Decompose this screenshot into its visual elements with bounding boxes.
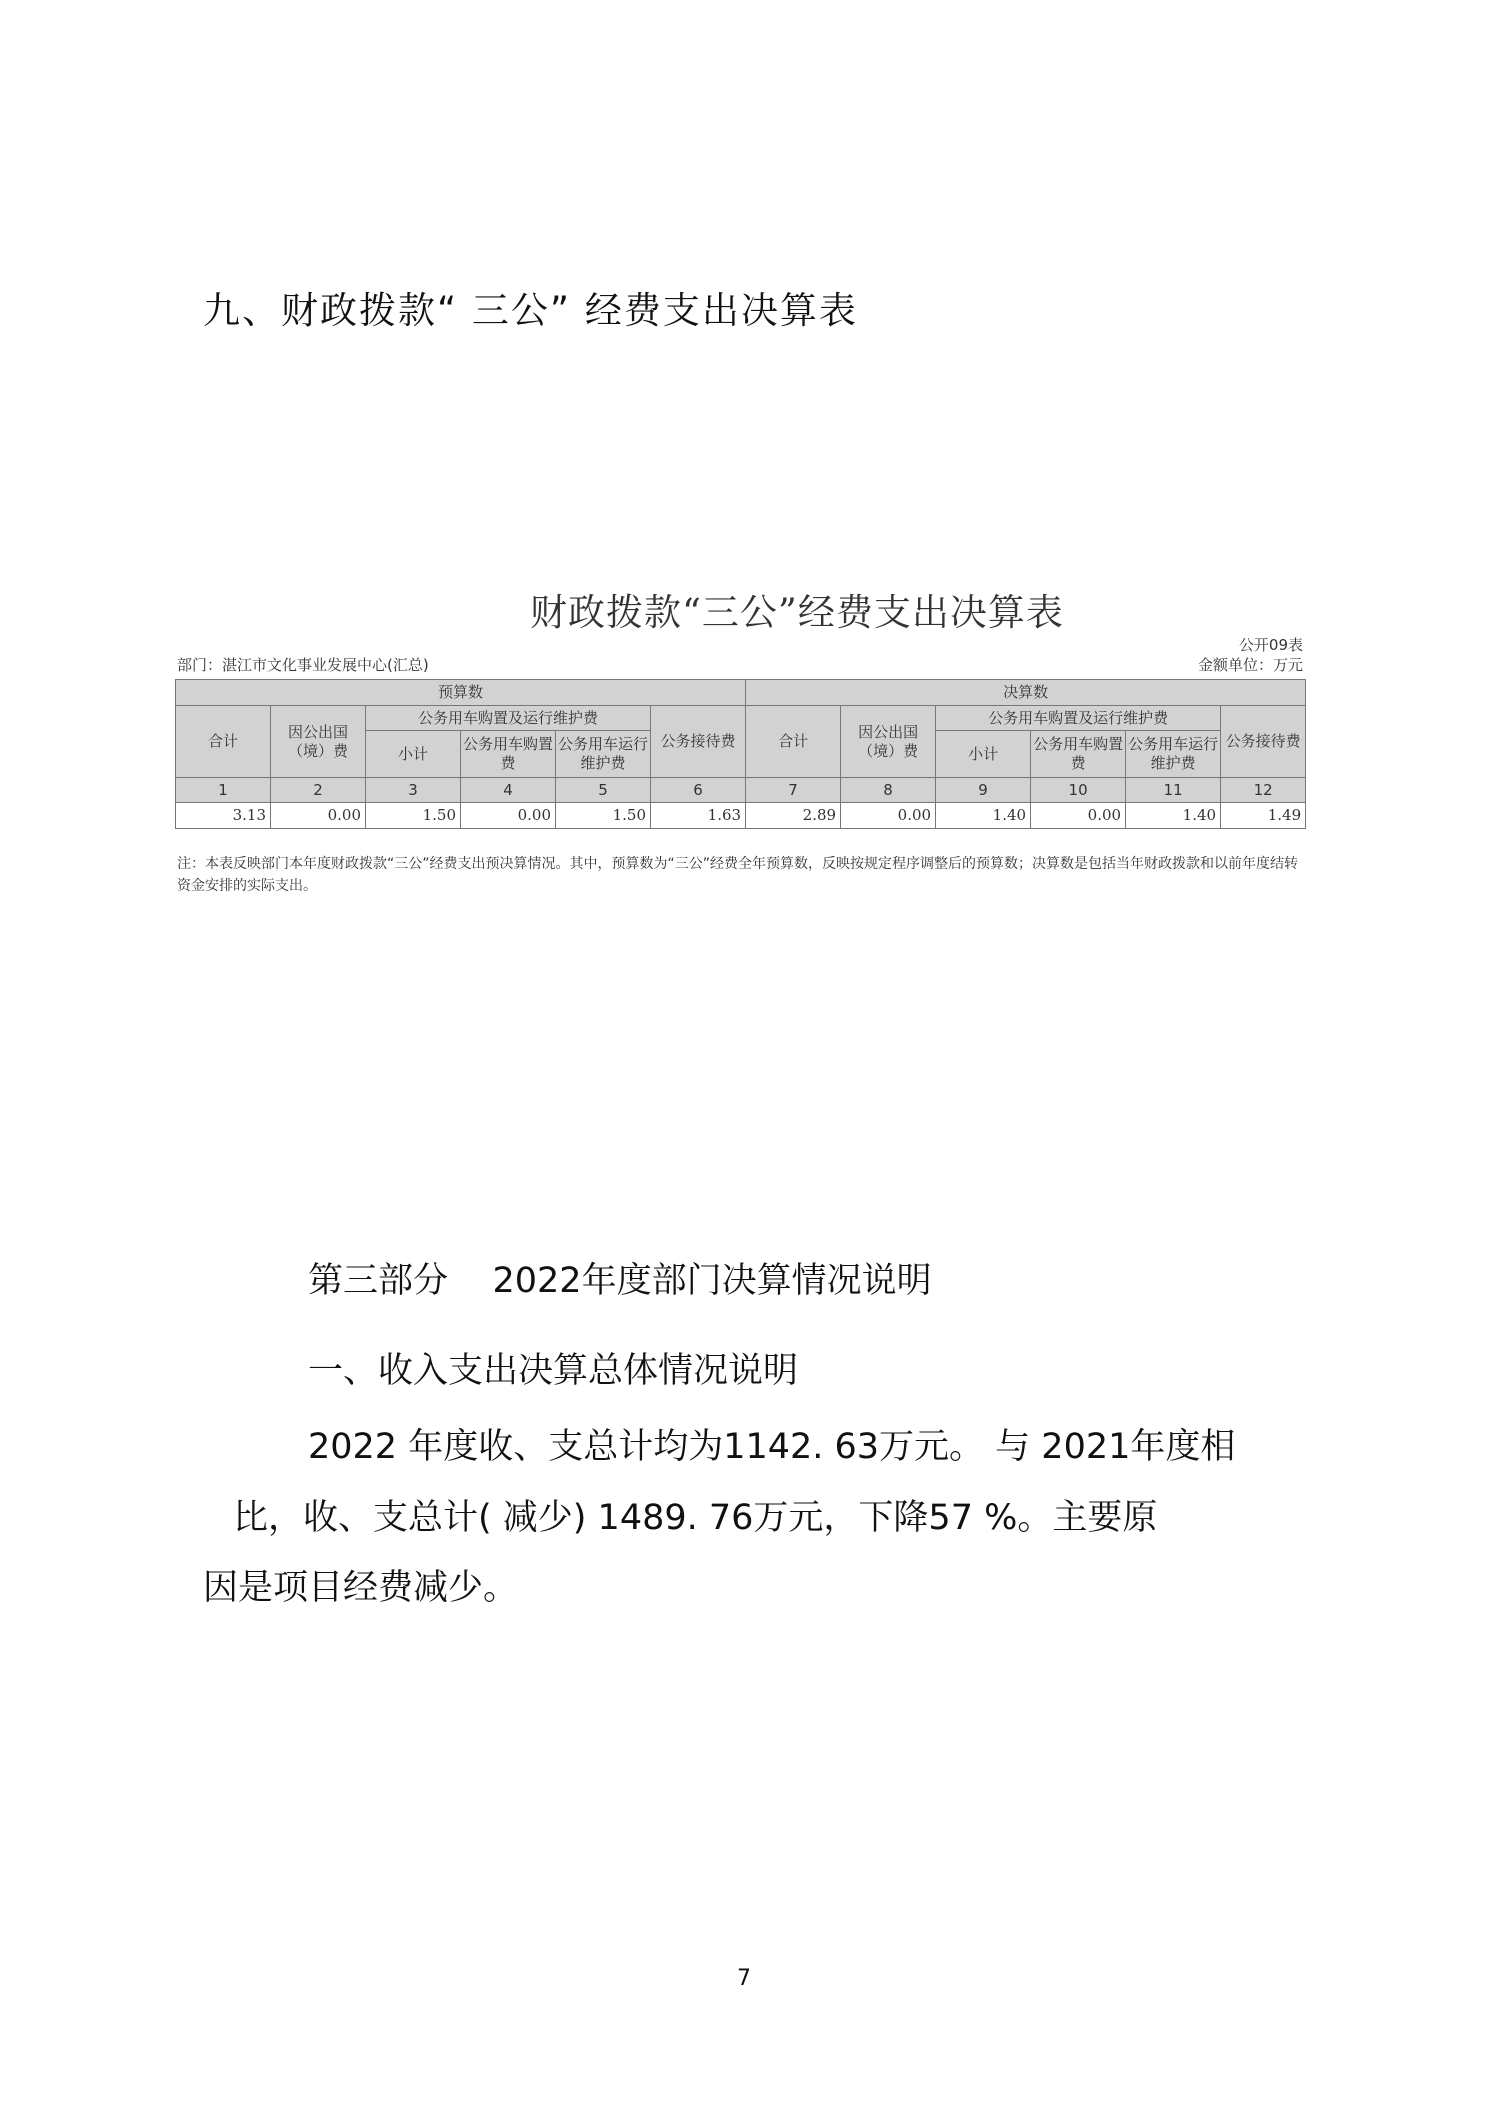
col-number: 5	[556, 778, 651, 803]
table-row	[176, 803, 1306, 829]
body-line: 因是项目经费减少。	[203, 1568, 519, 1608]
final-subtotal-header: 小计	[936, 731, 1031, 778]
final-operation-header: 公务用车运行维护费	[1126, 731, 1221, 778]
col-number: 11	[1126, 778, 1221, 803]
table-cell: 0.00	[461, 803, 556, 829]
body-line: 2022 年度收、支总计均为1142. 63万元。 与 2021年度相	[308, 1427, 1236, 1467]
final-total-header: 合计	[746, 706, 841, 778]
table-cell: 1.50	[366, 803, 461, 829]
table-cell: 2.89	[746, 803, 841, 829]
table-cell: 1.63	[651, 803, 746, 829]
table-cell: 1.40	[936, 803, 1031, 829]
final-purchase-header: 公务用车购置费	[1031, 731, 1126, 778]
section-title: 九、财政拨款“ 三公” 经费支出决算表	[203, 289, 858, 332]
col-number: 1	[176, 778, 271, 803]
table-cell: 0.00	[271, 803, 366, 829]
department-label: 部门：湛江市文化事业发展中心(汇总)	[177, 656, 429, 674]
col-number: 7	[746, 778, 841, 803]
table-note: 注：本表反映部门本年度财政拨款“三公”经费支出预决算情况。其中，预算数为“三公”经费全年预算数，反映按规定程序调整后的预算数；决算数是包括当年财政拨款和以前年度结转资金安排的实际支出。	[177, 856, 1299, 894]
unit-label: 金额单位：万元	[1197, 656, 1303, 674]
table-title: 财政拨款“三公”经费支出决算表	[530, 591, 1064, 634]
table-cell: 0.00	[841, 803, 936, 829]
budget-vehicle-group-header: 公务用车购置及运行维护费	[366, 706, 651, 731]
subsection-title: 一、收入支出决算总体情况说明	[308, 1351, 799, 1391]
col-number: 4	[461, 778, 556, 803]
table-cell: 1.49	[1221, 803, 1306, 829]
budget-subtotal-header: 小计	[366, 731, 461, 778]
col-number: 6	[651, 778, 746, 803]
final-abroad-header: 因公出国（境）费	[841, 706, 936, 778]
table-cell: 3.13	[176, 803, 271, 829]
sangong-expense-table	[175, 679, 1306, 829]
budget-group-header: 预算数	[176, 680, 746, 706]
col-number: 8	[841, 778, 936, 803]
final-group-header: 决算数	[746, 680, 1306, 706]
body-line: 比，收、支总计( 减少) 1489. 76万元，下降57 %。主要原	[233, 1498, 1158, 1538]
col-number: 9	[936, 778, 1031, 803]
final-reception-header: 公务接待费	[1221, 706, 1306, 778]
budget-abroad-header: 因公出国（境）费	[271, 706, 366, 778]
part-title: 第三部分 2022年度部门决算情况说明	[308, 1261, 932, 1301]
budget-operation-header: 公务用车运行维护费	[556, 731, 651, 778]
final-vehicle-group-header: 公务用车购置及运行维护费	[936, 706, 1221, 731]
col-number: 2	[271, 778, 366, 803]
col-number: 10	[1031, 778, 1126, 803]
budget-total-header: 合计	[176, 706, 271, 778]
col-number: 12	[1221, 778, 1306, 803]
col-number: 3	[366, 778, 461, 803]
budget-purchase-header: 公务用车购置费	[461, 731, 556, 778]
table-cell: 1.50	[556, 803, 651, 829]
budget-reception-header: 公务接待费	[651, 706, 746, 778]
page-number: 7	[737, 1966, 751, 1991]
table-code: 公开09表	[1238, 636, 1303, 654]
table-cell: 1.40	[1126, 803, 1221, 829]
table-cell: 0.00	[1031, 803, 1126, 829]
